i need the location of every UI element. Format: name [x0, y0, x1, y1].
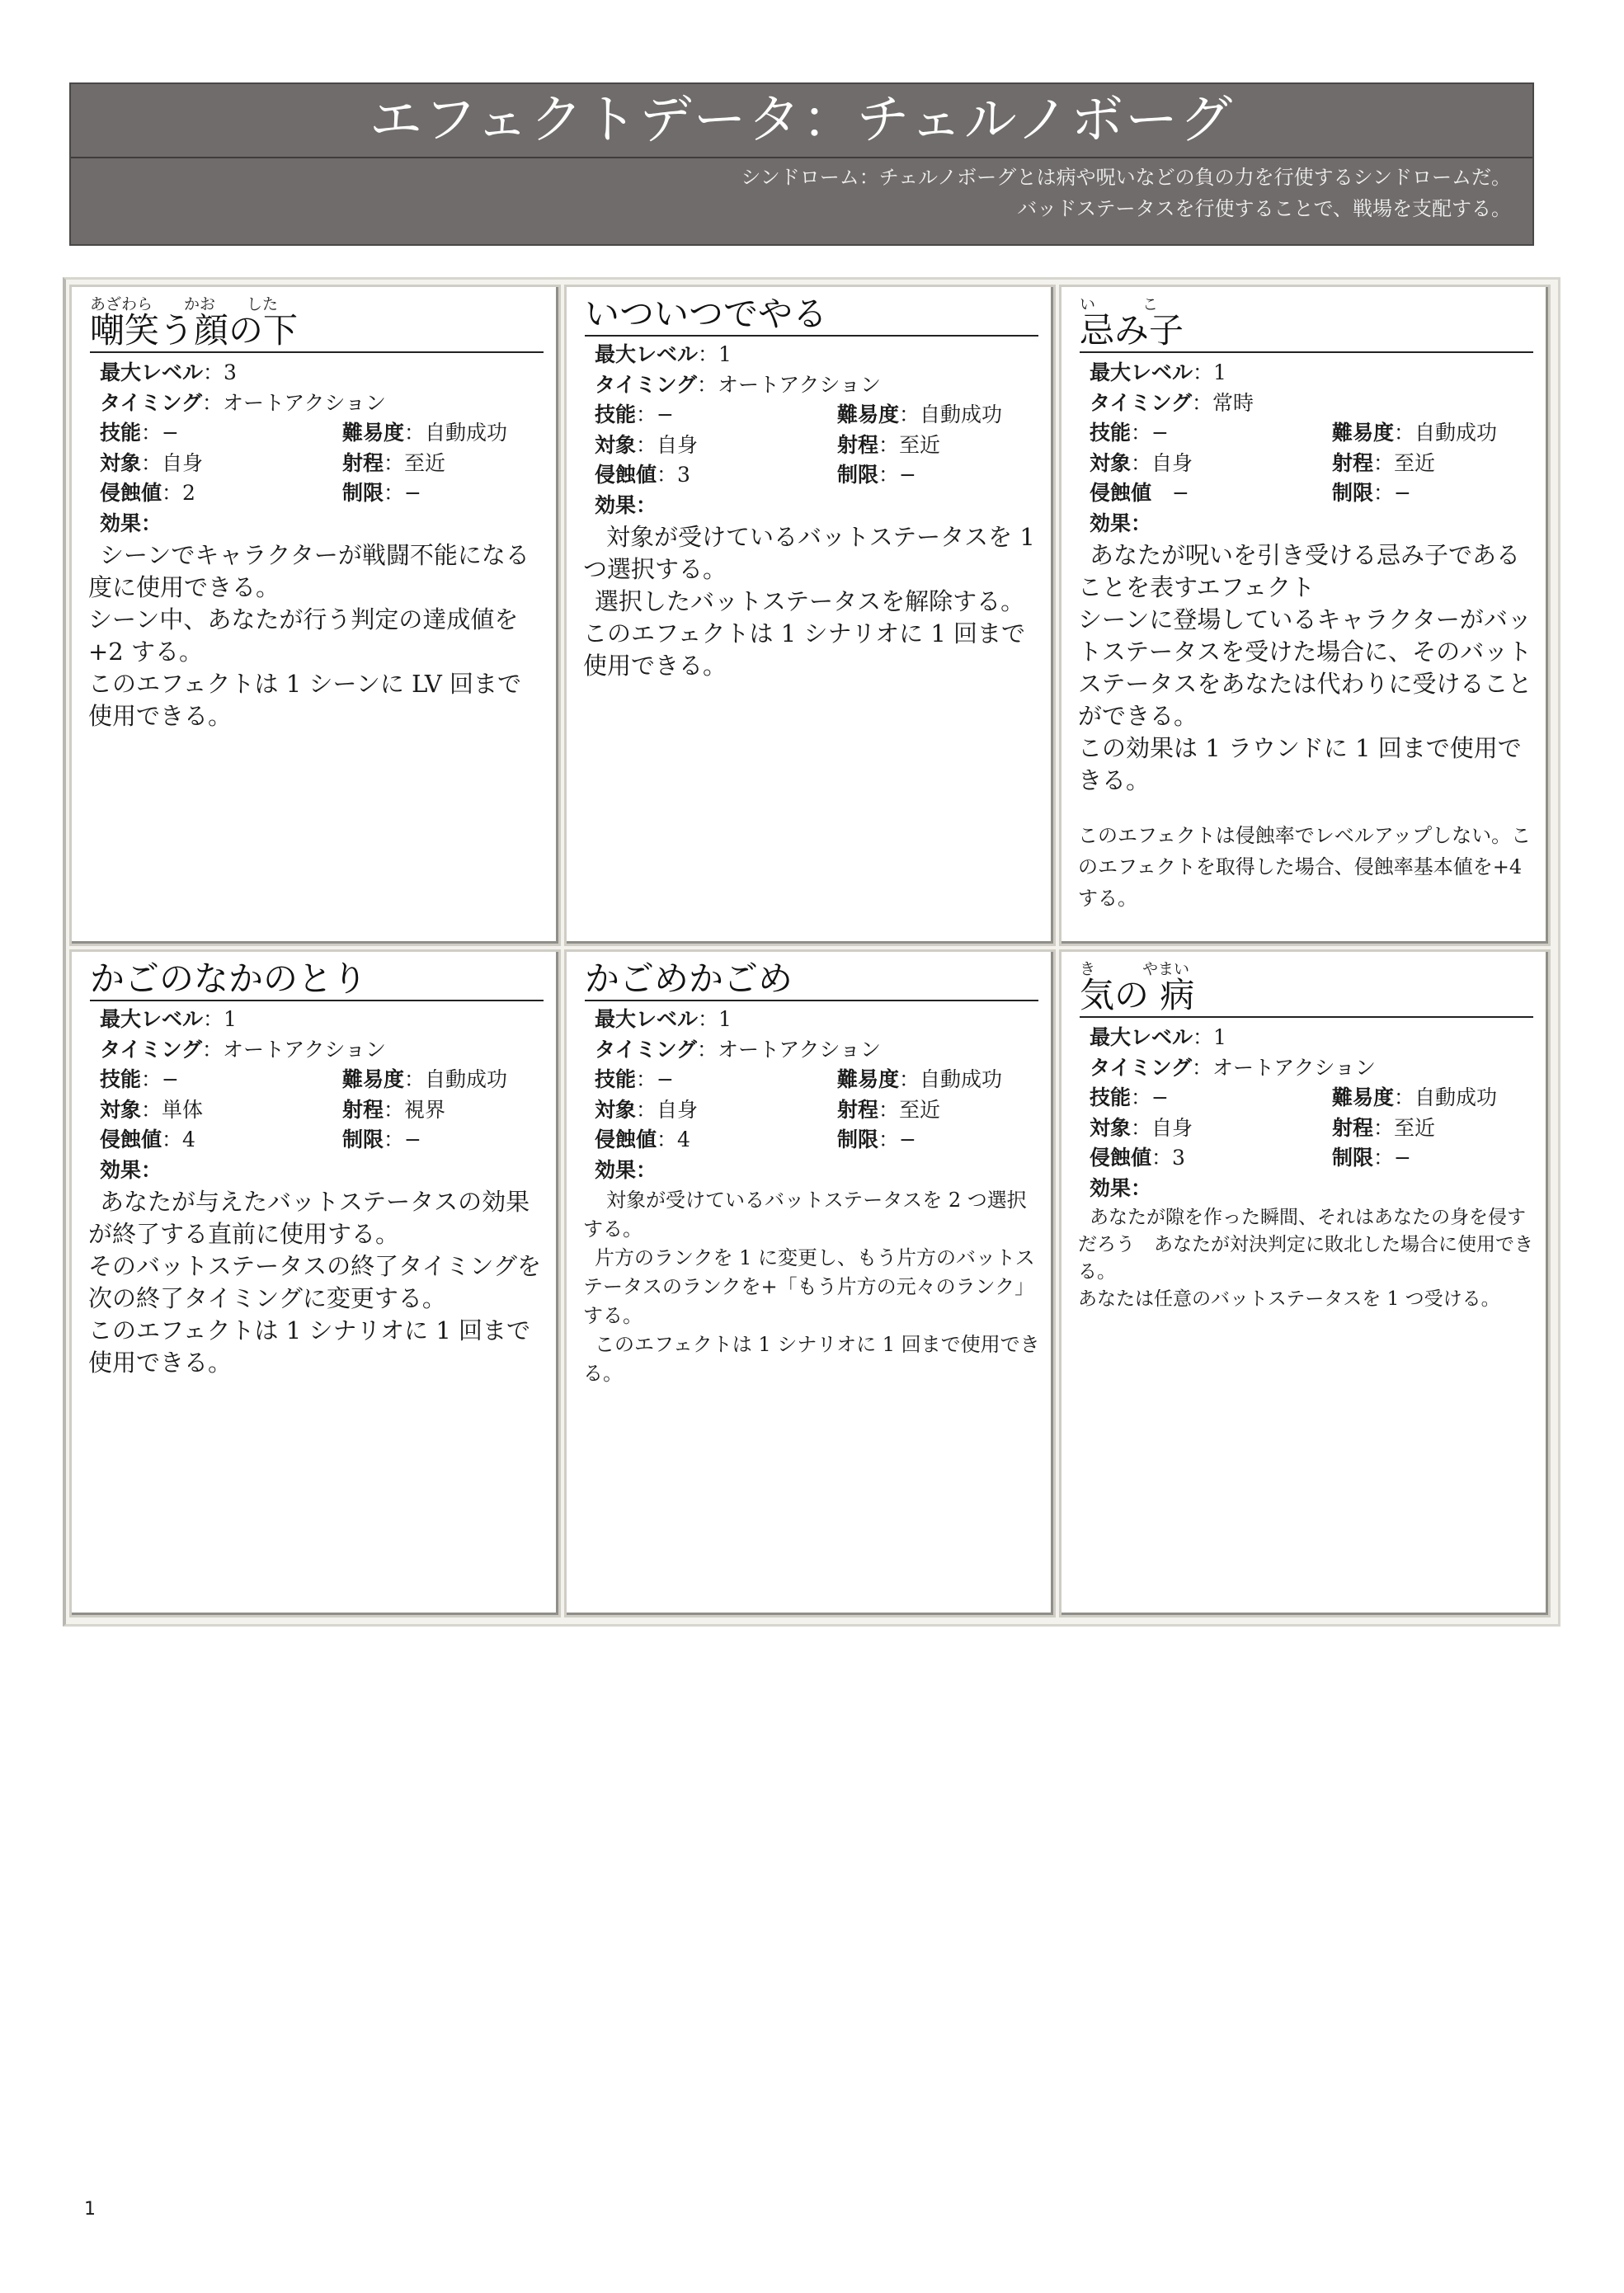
stat-row: 侵蝕値：4 制限：−: [100, 1128, 421, 1151]
header-banner: [69, 82, 1534, 246]
stat-row: 技能：− 難易度：自動成功: [595, 1067, 1003, 1091]
effect-title: かごのなかのとり: [90, 958, 544, 1001]
stat-row: 最大レベル：1: [595, 342, 732, 366]
effect-label: 効果：: [100, 1157, 162, 1182]
effect-card: [1059, 949, 1551, 1617]
stat-row: 最大レベル：3: [100, 360, 237, 384]
effect-stats: [1090, 358, 1533, 539]
stat-row: タイミング：オートアクション: [595, 372, 882, 397]
effect-text: シーンでキャラクターが戦闘不能になる度に使用できる。 シーン中、あなたが行う判定の達成値を+2 する。 このエフェクトは 1 シーンに LV 回まで使用できる。: [88, 541, 530, 730]
effect-card: [69, 285, 561, 946]
header-divider: [71, 157, 1532, 158]
effect-stats: [595, 340, 1038, 520]
stat-row: 対象：自身 射程：至近: [595, 432, 941, 457]
stat-row: 対象：自身 射程：至近: [1090, 1115, 1436, 1140]
title-ruby: あざわら かお した: [90, 295, 279, 313]
effect-label: 効果：: [1090, 511, 1152, 535]
effect-card: [564, 949, 1056, 1617]
effect-title: 忌み子: [1080, 310, 1533, 353]
effect-text: あなたが隙を作った瞬間、それはあなたの身を侵すだろう あなたが対決判定に敗北した場合に使用できる。 あなたは任意のバットステータスを 1 つ受ける。: [1078, 1207, 1533, 1310]
effect-card: [69, 949, 561, 1617]
stat-row: 技能：− 難易度：自動成功: [100, 421, 508, 445]
effect-title: 気の 病: [1080, 975, 1533, 1018]
effect-label: 効果：: [595, 1157, 657, 1182]
description-line: シンドローム：チェルノボーグとは病や呪いなどの負の力を行使するシンドロームだ。: [741, 166, 1511, 189]
stat-row: タイミング：オートアクション: [1090, 1055, 1377, 1080]
effect-card: [1059, 285, 1551, 946]
stat-row: 対象：自身 射程：至近: [100, 450, 446, 475]
effect-text: あなたが与えたバットステータスの効果が終了する直前に使用する。 そのバットステータスの終了タイミングを次の終了タイミングに変更する。 このエフェクトは 1 シナリオに 1 回まで使用できる。: [88, 1188, 541, 1377]
effect-card-grid: [63, 277, 1560, 1627]
effect-title: いついつでやる: [585, 294, 1038, 337]
stat-row: 侵蝕値：3 制限：−: [595, 463, 916, 487]
description-line: バッドステータスを行使することで、戦場を支配する。: [1017, 197, 1511, 220]
stat-row: 対象：自身 射程：至近: [595, 1097, 941, 1122]
effect-stats: [100, 358, 544, 539]
effect-text: 対象が受けているバットステータスを 1 つ選択する。 選択したバットステータスを解除する。 このエフェクトは 1 シナリオに 1 回まで使用できる。: [583, 523, 1035, 680]
stat-row: タイミング：オートアクション: [100, 390, 387, 415]
effect-label: 効果：: [1090, 1175, 1152, 1200]
stat-row: 侵蝕値：3 制限：−: [1090, 1146, 1411, 1170]
stat-row: 最大レベル：1: [1090, 1025, 1226, 1049]
effect-stats: [595, 1005, 1038, 1185]
stat-row: 最大レベル：1: [595, 1007, 732, 1031]
stat-row: タイミング：常時: [1090, 390, 1254, 415]
stat-row: 侵蝕値 − 制限：−: [1090, 481, 1411, 505]
stat-row: 対象：単体 射程：視界: [100, 1097, 446, 1122]
stat-row: タイミング：オートアクション: [100, 1037, 387, 1062]
effect-stats: [100, 1005, 544, 1185]
effect-note: このエフェクトは侵蝕率でレベルアップしない。このエフェクトを取得した場合、侵蝕率基本値を+4 する。: [1078, 824, 1532, 910]
stat-row: 侵蝕値：4 制限：−: [595, 1128, 916, 1151]
stat-row: 最大レベル：1: [1090, 360, 1226, 384]
effect-label: 効果：: [595, 492, 657, 517]
stat-row: 技能：− 難易度：自動成功: [1090, 1085, 1498, 1109]
effect-text: あなたが呪いを引き受ける忌み子であることを表すエフェクト シーンに登場しているキャラクターがバットステータスを受けた場合に、そのバットステータスをあなたは代わりに受けることができる。 この効果は 1 ラウンドに 1 回まで使用できる。 このエフェクトは侵蝕率でレベルアップしない。このエフェクトを取得した場合、侵蝕率基本値を+4 する。: [1078, 539, 1535, 914]
title-ruby: い こ: [1080, 295, 1159, 313]
effect-stats: [1090, 1023, 1533, 1203]
stat-row: 技能：− 難易度：自動成功: [1090, 421, 1498, 445]
effect-title: 嘲笑う顔の下: [90, 310, 544, 353]
stat-row: 最大レベル：1: [100, 1007, 237, 1031]
title-ruby: き やまい: [1080, 960, 1190, 978]
syndrome-description: [741, 162, 1511, 224]
stat-row: 侵蝕値：2 制限：−: [100, 481, 421, 505]
stat-row: 対象：自身 射程：至近: [1090, 450, 1436, 475]
stat-row: 技能：− 難易度：自動成功: [100, 1067, 508, 1091]
stat-row: 技能：− 難易度：自動成功: [595, 403, 1003, 426]
page-title: エフェクトデータ：チェルノボーグ: [369, 90, 1235, 151]
effect-title: かごめかごめ: [585, 958, 1038, 1001]
effect-text: 対象が受けているバットステータスを 2 つ選択する。 片方のランクを 1 に変更し、もう片方のバットステータスのランクを+「もう片方の元々のランク」する。 このエフェクトは 1 シナリオに 1 回まで使用できる。: [583, 1189, 1040, 1385]
effect-label: 効果：: [100, 511, 162, 535]
page-number: 1: [84, 2199, 96, 2220]
effect-card: [564, 285, 1056, 946]
stat-row: タイミング：オートアクション: [595, 1037, 882, 1062]
